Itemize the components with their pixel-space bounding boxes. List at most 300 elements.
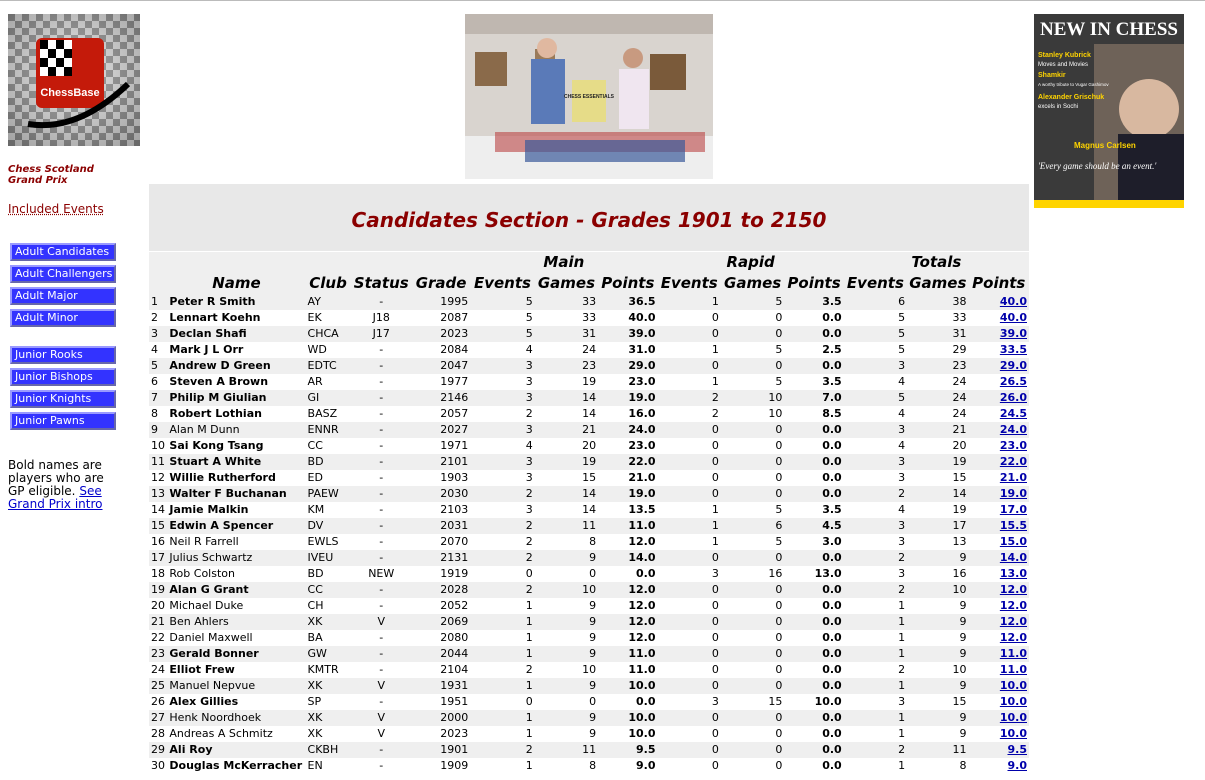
cell-re: 0 — [657, 438, 720, 454]
cell-rp: 0.0 — [784, 598, 843, 614]
cell-club: XK — [306, 710, 351, 726]
cell-pos: 19 — [149, 582, 167, 598]
cell-status: V — [351, 726, 412, 742]
magazine-sub2: A worthy tribute to Vugar Gashimov — [1038, 82, 1109, 87]
cell-status: NEW — [351, 566, 412, 582]
cell-mg: 24 — [535, 342, 598, 358]
col-name: Name — [167, 273, 305, 294]
cell-grade: 2031 — [412, 518, 470, 534]
cell-mg: 9 — [535, 710, 598, 726]
cell-rp: 3.5 — [784, 374, 843, 390]
cell-rp: 0.0 — [784, 662, 843, 678]
cell-grade: 2027 — [412, 422, 470, 438]
cell-mp: 36.5 — [598, 294, 657, 310]
cell-tg: 9 — [907, 550, 968, 566]
cell-grade: 1919 — [412, 566, 470, 582]
total-points-link[interactable]: 22.0 — [999, 455, 1027, 468]
cell-te: 6 — [844, 294, 907, 310]
cell-grade: 1909 — [412, 758, 470, 774]
cell-tp[interactable] — [969, 726, 1030, 742]
cell-status: - — [351, 470, 412, 486]
col-status: Status — [351, 273, 412, 294]
magazine-quote: 'Every game should be an event.' — [1038, 161, 1157, 171]
total-points-link[interactable]: 10.0 — [999, 711, 1027, 724]
cell-me: 5 — [470, 310, 534, 326]
cell-tp[interactable] — [969, 598, 1030, 614]
cell-mp: 11.0 — [598, 662, 657, 678]
table-row — [149, 310, 1029, 326]
total-points-link[interactable]: 19.0 — [999, 487, 1027, 500]
cell-re: 0 — [657, 598, 720, 614]
cell-te: 1 — [844, 646, 907, 662]
cell-rg: 0 — [721, 438, 784, 454]
cell-pos: 12 — [149, 470, 167, 486]
table-row — [149, 678, 1029, 694]
cell-tg: 16 — [907, 566, 968, 582]
magazine-title: NEW IN CHESS — [1040, 19, 1178, 40]
cell-grade: 2146 — [412, 390, 470, 406]
total-points-link[interactable]: 24.0 — [999, 423, 1027, 436]
cell-mp: 12.0 — [598, 582, 657, 598]
cell-tp[interactable] — [969, 438, 1030, 454]
cell-mp: 10.0 — [598, 678, 657, 694]
cell-rp: 0.0 — [784, 422, 843, 438]
cell-status: J17 — [351, 326, 412, 342]
total-points-link[interactable]: 9.0 — [1007, 759, 1027, 772]
nav-adult-minor[interactable]: Adult Minor — [10, 309, 116, 327]
cell-name: Peter R Smith — [167, 294, 305, 310]
cell-club: AR — [306, 374, 351, 390]
cell-club: EWLS — [306, 534, 351, 550]
cell-pos: 29 — [149, 742, 167, 758]
cell-name: Andrew D Green — [167, 358, 305, 374]
total-points-link[interactable]: 15.0 — [999, 535, 1027, 548]
cell-rp: 3.0 — [784, 534, 843, 550]
total-points-link[interactable]: 33.5 — [999, 343, 1027, 356]
total-points-link[interactable]: 10.0 — [999, 727, 1027, 740]
cell-status: - — [351, 374, 412, 390]
cell-grade: 1903 — [412, 470, 470, 486]
nav-junior-bishops[interactable]: Junior Bishops — [10, 368, 116, 386]
cell-te: 4 — [844, 502, 907, 518]
total-points-link[interactable]: 13.0 — [999, 567, 1027, 580]
section-title: Candidates Section - Grades 1901 to 2150 — [351, 208, 827, 232]
cell-tp[interactable] — [969, 326, 1030, 342]
cell-rp: 0.0 — [784, 438, 843, 454]
cell-club: CC — [306, 582, 351, 598]
cell-re: 2 — [657, 406, 720, 422]
cell-name: Declan Shafi — [167, 326, 305, 342]
cell-rp: 0.0 — [784, 614, 843, 630]
cell-tp[interactable] — [969, 502, 1030, 518]
cell-rp: 0.0 — [784, 630, 843, 646]
cell-tp[interactable] — [969, 470, 1030, 486]
total-points-link[interactable]: 12.0 — [999, 583, 1027, 596]
cell-te: 5 — [844, 326, 907, 342]
cell-status: V — [351, 710, 412, 726]
cell-te: 3 — [844, 694, 907, 710]
cell-tp[interactable] — [969, 630, 1030, 646]
cell-pos: 28 — [149, 726, 167, 742]
cell-grade: 2131 — [412, 550, 470, 566]
cell-te: 1 — [844, 710, 907, 726]
cell-mg: 11 — [535, 742, 598, 758]
table-row — [149, 470, 1029, 486]
total-points-link[interactable]: 39.0 — [999, 327, 1027, 340]
cell-mp: 10.0 — [598, 726, 657, 742]
cell-re: 0 — [657, 358, 720, 374]
cell-tp[interactable] — [969, 358, 1030, 374]
cell-rg: 0 — [721, 310, 784, 326]
cell-te: 3 — [844, 534, 907, 550]
cell-pos: 8 — [149, 406, 167, 422]
cell-mg: 10 — [535, 582, 598, 598]
cell-re: 0 — [657, 758, 720, 774]
cell-mg: 8 — [535, 534, 598, 550]
cell-status: - — [351, 406, 412, 422]
cell-grade: 2080 — [412, 630, 470, 646]
group-rapid: Rapid — [657, 252, 843, 273]
cell-name: Henk Noordhoek — [167, 710, 305, 726]
cell-rp: 0.0 — [784, 310, 843, 326]
total-points-link[interactable]: 17.0 — [999, 503, 1027, 516]
cell-club: WD — [306, 342, 351, 358]
total-points-link[interactable]: 29.0 — [999, 359, 1027, 372]
cell-mp: 40.0 — [598, 310, 657, 326]
cell-rp: 0.0 — [784, 454, 843, 470]
cell-tp[interactable] — [969, 486, 1030, 502]
col-total-points: Points — [969, 273, 1030, 294]
total-points-link[interactable]: 24.5 — [999, 407, 1027, 420]
cell-me: 3 — [470, 502, 534, 518]
cell-me: 2 — [470, 582, 534, 598]
cell-te: 1 — [844, 630, 907, 646]
cell-name: Douglas McKerracher — [167, 758, 305, 774]
cell-mp: 19.0 — [598, 390, 657, 406]
cell-pos: 26 — [149, 694, 167, 710]
cell-rp: 0.0 — [784, 326, 843, 342]
cell-tp[interactable] — [969, 534, 1030, 550]
cell-re: 1 — [657, 294, 720, 310]
cell-te: 3 — [844, 358, 907, 374]
cell-tp[interactable] — [969, 518, 1030, 534]
cell-rg: 0 — [721, 454, 784, 470]
col-total-events: Events — [844, 273, 907, 294]
total-points-link[interactable]: 9.5 — [1007, 743, 1027, 756]
cell-tp[interactable] — [969, 742, 1030, 758]
total-points-link[interactable]: 26.0 — [999, 391, 1027, 404]
group-spacer — [149, 252, 470, 273]
grand-prix-intro-link[interactable]: See Grand Prix intro — [8, 484, 103, 511]
cell-club: XK — [306, 614, 351, 630]
cell-mp: 29.0 — [598, 358, 657, 374]
table-row — [149, 630, 1029, 646]
cell-name: Michael Duke — [167, 598, 305, 614]
cell-club: ENNR — [306, 422, 351, 438]
cell-club: XK — [306, 678, 351, 694]
cell-pos: 5 — [149, 358, 167, 374]
magazine-sub3: excels in Sochi — [1038, 104, 1079, 110]
cell-re: 0 — [657, 646, 720, 662]
cell-tg: 21 — [907, 422, 968, 438]
cell-tg: 15 — [907, 470, 968, 486]
cell-tg: 19 — [907, 454, 968, 470]
nav-junior-pawns[interactable]: Junior Pawns — [10, 412, 116, 430]
cell-re: 0 — [657, 422, 720, 438]
cell-pos: 25 — [149, 678, 167, 694]
cell-re: 0 — [657, 326, 720, 342]
cell-re: 0 — [657, 550, 720, 566]
cell-tp[interactable] — [969, 294, 1030, 310]
cell-status: - — [351, 582, 412, 598]
cell-rg: 0 — [721, 598, 784, 614]
cell-club: EK — [306, 310, 351, 326]
cell-me: 2 — [470, 742, 534, 758]
cell-grade: 2023 — [412, 726, 470, 742]
cell-tp[interactable] — [969, 662, 1030, 678]
total-points-link[interactable]: 21.0 — [999, 471, 1027, 484]
total-points-link[interactable]: 12.0 — [999, 615, 1027, 628]
cell-club: XK — [306, 726, 351, 742]
cell-rp: 0.0 — [784, 486, 843, 502]
table-row — [149, 358, 1029, 374]
table-row — [149, 326, 1029, 342]
cell-status: - — [351, 646, 412, 662]
col-grade: Grade — [412, 273, 470, 294]
cell-tg: 24 — [907, 390, 968, 406]
cell-tp[interactable] — [969, 390, 1030, 406]
cell-pos: 3 — [149, 326, 167, 342]
cell-tg: 9 — [907, 646, 968, 662]
cell-tp[interactable] — [969, 710, 1030, 726]
note-text: Bold names are players who are GP eligible. — [8, 458, 104, 498]
nav-junior-knights[interactable]: Junior Knights — [10, 390, 116, 408]
cell-grade: 2028 — [412, 582, 470, 598]
cell-pos: 15 — [149, 518, 167, 534]
cell-tg: 9 — [907, 614, 968, 630]
total-points-link[interactable]: 40.0 — [999, 295, 1027, 308]
cell-pos: 22 — [149, 630, 167, 646]
cell-pos: 16 — [149, 534, 167, 550]
cell-tg: 9 — [907, 710, 968, 726]
cell-status: - — [351, 358, 412, 374]
cell-te: 1 — [844, 678, 907, 694]
cell-tg: 19 — [907, 502, 968, 518]
cell-pos: 23 — [149, 646, 167, 662]
cell-status: - — [351, 630, 412, 646]
magazine-headline3: Alexander Grischuk — [1038, 94, 1105, 101]
total-points-link[interactable]: 10.0 — [999, 695, 1027, 708]
cell-tg: 33 — [907, 310, 968, 326]
cell-mp: 22.0 — [598, 454, 657, 470]
total-points-link[interactable]: 11.0 — [999, 663, 1027, 676]
nav-adult-challengers[interactable]: Adult Challengers — [10, 265, 116, 283]
cell-rp: 0.0 — [784, 758, 843, 774]
cell-rp: 4.5 — [784, 518, 843, 534]
table-row — [149, 694, 1029, 710]
cell-te: 5 — [844, 390, 907, 406]
cell-grade: 2030 — [412, 486, 470, 502]
table-row — [149, 422, 1029, 438]
cell-re: 3 — [657, 694, 720, 710]
total-points-link[interactable]: 15.5 — [999, 519, 1027, 532]
table-row — [149, 406, 1029, 422]
new-in-chess-magazine[interactable] — [1034, 14, 1184, 208]
cell-pos: 18 — [149, 566, 167, 582]
cell-tg: 31 — [907, 326, 968, 342]
cell-club: AY — [306, 294, 351, 310]
cell-mg: 0 — [535, 694, 598, 710]
cell-mg: 19 — [535, 454, 598, 470]
cell-tg: 38 — [907, 294, 968, 310]
cell-mp: 12.0 — [598, 598, 657, 614]
included-events-link[interactable]: Included Events — [8, 202, 104, 216]
cell-tp[interactable] — [969, 454, 1030, 470]
cell-rp: 10.0 — [784, 694, 843, 710]
cell-tg: 24 — [907, 406, 968, 422]
gp-title-line1: Chess Scotland — [8, 164, 94, 175]
cell-tp[interactable] — [969, 310, 1030, 326]
cell-club: BASZ — [306, 406, 351, 422]
cell-grade: 2103 — [412, 502, 470, 518]
cell-te: 5 — [844, 310, 907, 326]
total-points-link[interactable]: 14.0 — [999, 551, 1027, 564]
cell-grade: 2087 — [412, 310, 470, 326]
cell-me: 2 — [470, 550, 534, 566]
cell-tg: 10 — [907, 582, 968, 598]
cell-tp[interactable] — [969, 646, 1030, 662]
cell-club: EDTC — [306, 358, 351, 374]
cell-grade: 2047 — [412, 358, 470, 374]
cell-rg: 0 — [721, 358, 784, 374]
cell-rp: 3.5 — [784, 502, 843, 518]
cell-mg: 8 — [535, 758, 598, 774]
table-row — [149, 374, 1029, 390]
cell-tp[interactable] — [969, 678, 1030, 694]
cell-mg: 9 — [535, 646, 598, 662]
cell-pos: 2 — [149, 310, 167, 326]
cell-te: 3 — [844, 422, 907, 438]
cell-me: 5 — [470, 326, 534, 342]
cell-mg: 31 — [535, 326, 598, 342]
cell-mg: 9 — [535, 614, 598, 630]
table-row — [149, 502, 1029, 518]
cell-tp[interactable] — [969, 694, 1030, 710]
cell-name: Ali Roy — [167, 742, 305, 758]
cell-tg: 29 — [907, 342, 968, 358]
total-points-link[interactable]: 26.5 — [999, 375, 1027, 388]
chessbase-logo[interactable] — [8, 14, 140, 146]
cell-rg: 15 — [721, 694, 784, 710]
col-main-games: Games — [535, 273, 598, 294]
cell-tg: 14 — [907, 486, 968, 502]
cell-mg: 14 — [535, 390, 598, 406]
cell-mg: 33 — [535, 310, 598, 326]
cell-re: 0 — [657, 454, 720, 470]
cell-name: Ben Ahlers — [167, 614, 305, 630]
cell-grade: 2044 — [412, 646, 470, 662]
cell-tg: 24 — [907, 374, 968, 390]
nav-junior-rooks[interactable]: Junior Rooks — [10, 346, 116, 364]
cell-status: - — [351, 390, 412, 406]
cell-tp[interactable] — [969, 582, 1030, 598]
cell-pos: 27 — [149, 710, 167, 726]
cell-pos: 10 — [149, 438, 167, 454]
table-row — [149, 438, 1029, 454]
table-row — [149, 390, 1029, 406]
cell-me: 1 — [470, 614, 534, 630]
cell-re: 3 — [657, 566, 720, 582]
table-row — [149, 342, 1029, 358]
nav-adult-major[interactable]: Adult Major — [10, 287, 116, 305]
cell-rg: 5 — [721, 534, 784, 550]
cell-status: - — [351, 598, 412, 614]
total-points-link[interactable]: 12.0 — [999, 631, 1027, 644]
cell-mg: 10 — [535, 662, 598, 678]
cell-club: BD — [306, 566, 351, 582]
cell-tp[interactable] — [969, 550, 1030, 566]
cell-club: KM — [306, 502, 351, 518]
table-row — [149, 486, 1029, 502]
cell-te: 3 — [844, 470, 907, 486]
cell-name: Mark J L Orr — [167, 342, 305, 358]
cell-tp[interactable] — [969, 758, 1030, 774]
cell-tp[interactable] — [969, 566, 1030, 582]
cell-mp: 12.0 — [598, 534, 657, 550]
total-points-link[interactable]: 40.0 — [999, 311, 1027, 324]
total-points-link[interactable]: 11.0 — [999, 647, 1027, 660]
cell-tg: 23 — [907, 358, 968, 374]
cell-me: 2 — [470, 662, 534, 678]
cell-tp[interactable] — [969, 614, 1030, 630]
cell-re: 1 — [657, 342, 720, 358]
cell-grade: 2084 — [412, 342, 470, 358]
cell-rg: 0 — [721, 486, 784, 502]
cell-name: Jamie Malkin — [167, 502, 305, 518]
cell-tp[interactable] — [969, 406, 1030, 422]
cell-grade: 2069 — [412, 614, 470, 630]
cell-mg: 15 — [535, 470, 598, 486]
results-panel — [149, 184, 1029, 780]
cell-rg: 0 — [721, 742, 784, 758]
cell-mp: 24.0 — [598, 422, 657, 438]
cell-me: 4 — [470, 342, 534, 358]
cell-name: Alex Gillies — [167, 694, 305, 710]
cell-tp[interactable] — [969, 374, 1030, 390]
cell-tg: 20 — [907, 438, 968, 454]
cell-re: 1 — [657, 534, 720, 550]
cell-grade: 2101 — [412, 454, 470, 470]
cell-rp: 0.0 — [784, 710, 843, 726]
cell-status: - — [351, 694, 412, 710]
cell-tp[interactable] — [969, 342, 1030, 358]
cell-me: 3 — [470, 358, 534, 374]
cell-rg: 5 — [721, 294, 784, 310]
cell-name: Rob Colston — [167, 566, 305, 582]
total-points-link[interactable]: 23.0 — [999, 439, 1027, 452]
cell-rg: 0 — [721, 646, 784, 662]
table-row — [149, 710, 1029, 726]
cell-te: 1 — [844, 614, 907, 630]
cell-rp: 0.0 — [784, 678, 843, 694]
cell-status: - — [351, 438, 412, 454]
cell-me: 3 — [470, 374, 534, 390]
nav-adult-candidates[interactable]: Adult Candidates — [10, 243, 116, 261]
cell-tp[interactable] — [969, 422, 1030, 438]
total-points-link[interactable]: 10.0 — [999, 679, 1027, 692]
cell-name: Andreas A Schmitz — [167, 726, 305, 742]
total-points-link[interactable]: 12.0 — [999, 599, 1027, 612]
